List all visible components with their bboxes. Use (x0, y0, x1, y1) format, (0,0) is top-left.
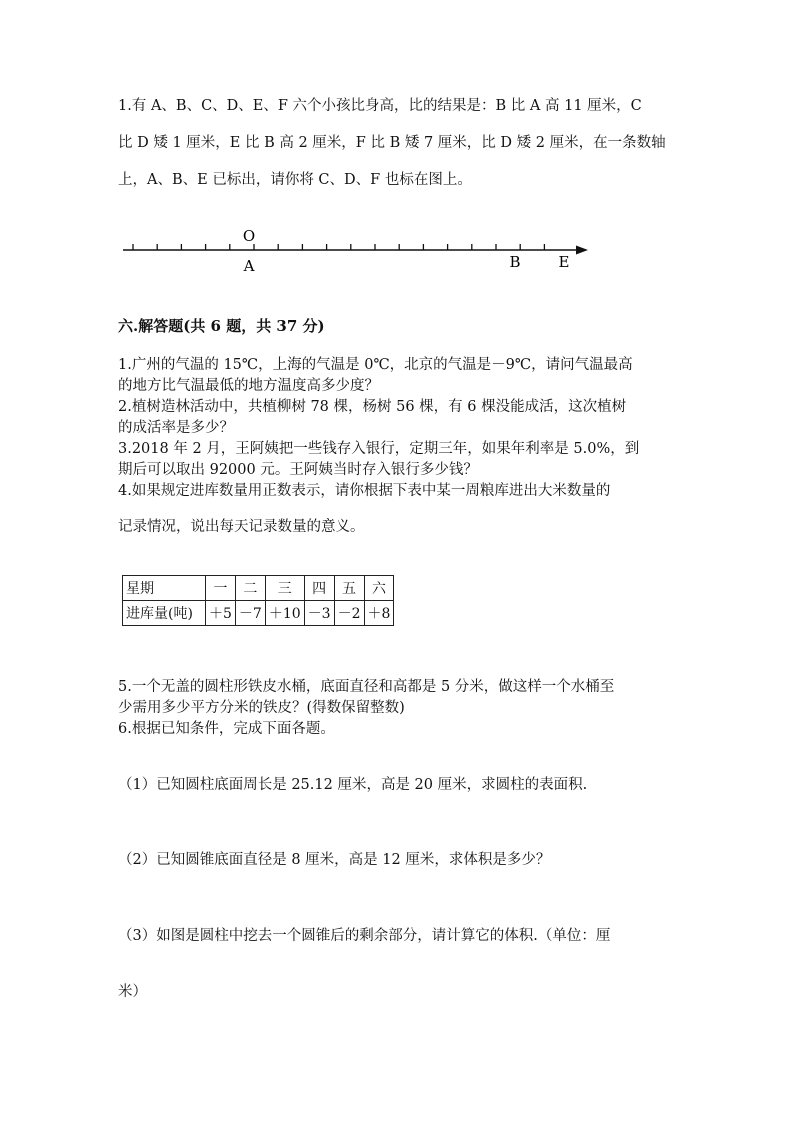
table-value-cell: ＋5 (206, 601, 236, 626)
table-day-cell: 二 (235, 576, 265, 601)
number-line-origin-label: O (242, 227, 256, 245)
table-value-cell: ＋10 (265, 601, 304, 626)
question-6-4-line-2: 记录情况，说出每天记录数量的意义。 (118, 519, 365, 535)
table-row (123, 576, 394, 601)
question-6-5-line-2: 少需用多少平方分米的铁皮？(得数保留整数) (118, 700, 405, 716)
table-day-cell: 四 (304, 576, 334, 601)
number-line (118, 222, 598, 277)
rice-intake-table (122, 575, 394, 626)
number-line-label-a: A (243, 257, 255, 275)
question-5-1-line-1: 1.有 A、B、C、D、E、F 六个小孩比身高，比的结果是：B 比 A 高 11 厘米，C (118, 98, 642, 114)
number-line-arrow-icon (576, 246, 588, 255)
question-6-1-line-1: 1.广州的气温的 15℃，上海的气温是 0℃，北京的气温是－9℃，请问气温最高 (118, 357, 633, 373)
question-6-3-line-1: 3.2018 年 2 月，王阿姨把一些钱存入银行，定期三年，如果年利率是 5.0%，到 (118, 441, 640, 457)
table-day-cell: 一 (206, 576, 236, 601)
question-5-1-line-2: 比 D 矮 1 厘米，E 比 B 高 2 厘米，F 比 B 矮 7 厘米，比 D 矮 2 厘米，在一条数轴 (118, 135, 666, 151)
table-day-cell: 五 (334, 576, 364, 601)
question-6-6-sub-3-line-2: 米） (118, 984, 147, 1000)
question-6-6-sub-2: （2）已知圆锥底面直径是 8 厘米，高是 12 厘米，求体积是多少？ (118, 852, 551, 868)
question-6-3-line-2: 期后可以取出 92000 元。王阿姨当时存入银行多少钱？ (118, 462, 478, 478)
question-6-2-line-1: 2.植树造林活动中，共植柳树 78 棵，杨树 56 棵，有 6 棵没能成活，这次植树 (118, 399, 627, 415)
table-value-cell: －7 (235, 601, 265, 626)
table-day-cell: 三 (265, 576, 304, 601)
table-row (123, 601, 394, 626)
number-line-label-e: E (558, 253, 570, 271)
number-line-ticks (133, 244, 544, 250)
number-line-graphic (118, 222, 598, 277)
question-6-6-intro: 6.根据已知条件，完成下面各题。 (118, 721, 335, 737)
table-value-cell: ＋8 (364, 601, 394, 626)
table-header-cell: 星期 (123, 576, 206, 601)
table-row-label-cell: 进库量(吨) (123, 601, 206, 626)
question-6-5-line-1: 5.一个无盖的圆柱形铁皮水桶，底面直径和高都是 5 分米，做这样一个水桶至 (118, 679, 615, 695)
question-6-1-line-2: 的地方比气温最低的地方温度高多少度？ (118, 378, 379, 394)
question-6-6-sub-1: （1）已知圆柱底面周长是 25.12 厘米，高是 20 厘米，求圆柱的表面积. (118, 777, 588, 793)
table-value-cell: －3 (304, 601, 334, 626)
question-6-4-line-1: 4.如果规定进库数量用正数表示，请你根据下表中某一周粮库进出大米数量的 (118, 483, 611, 499)
question-6-6-sub-3-line-1: （3）如图是圆柱中挖去一个圆锥后的剩余部分，请计算它的体积.（单位：厘 (118, 928, 611, 944)
number-line-label-b: B (509, 253, 521, 271)
question-5-1-line-3: 上，A、B、E 已标出，请你将 C、D、F 也标在图上。 (118, 172, 472, 188)
table-day-cell: 六 (364, 576, 394, 601)
table-value-cell: －2 (334, 601, 364, 626)
section-6-title: 六.解答题(共 6 题，共 37 分) (118, 317, 325, 335)
question-6-2-line-2: 的成活率是多少？ (118, 420, 234, 436)
